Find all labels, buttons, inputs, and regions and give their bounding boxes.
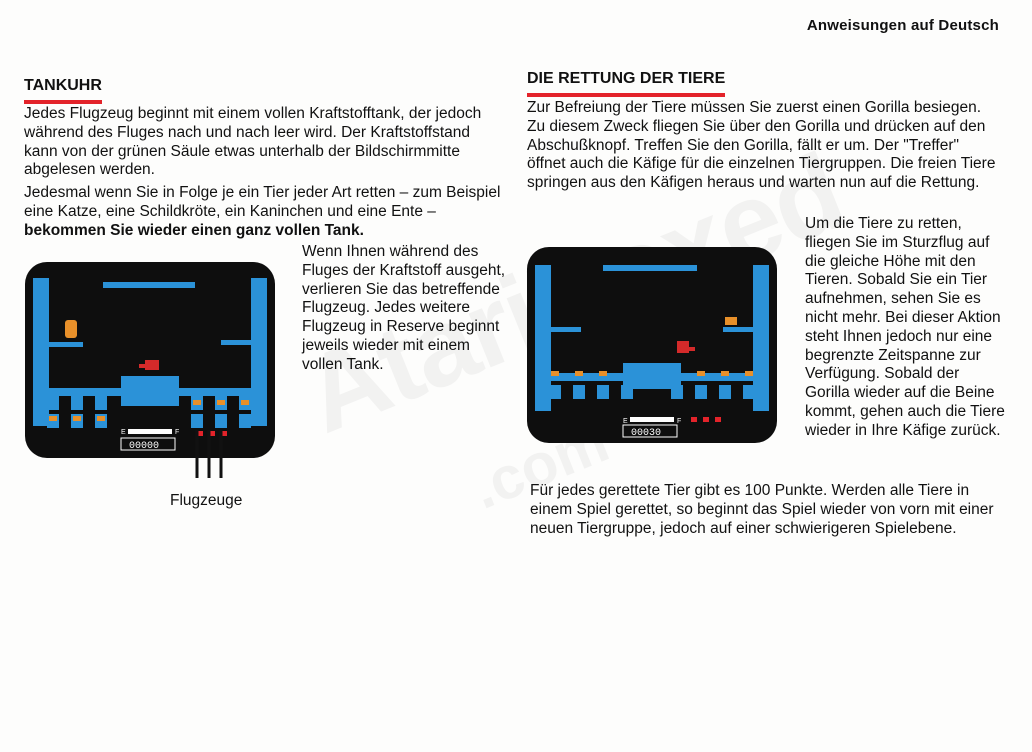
rettung-paragraph-1: Zur Befreiung der Tiere müssen Sie zuerst einen Gorilla besiegen. Zu diesem Zweck fliegen Sie über den Gorilla und drücken auf den Abschußknopf. Treffen Sie den Gorilla, fällt er um. Der "Treffer" öffnet auch die Käfige für die einzelnen Tiergruppen. Die freien Tiere springen aus den Käfigen heraus und warten nun auf die Rettung. [527, 99, 996, 192]
page-header-title: Anweisungen auf Deutsch [806, 17, 999, 34]
fuel-e-label: E [121, 429, 126, 436]
section-title-rettung: DIE RETTUNG DER TIERE [527, 70, 725, 97]
tankuhr-paragraph-2-bold: bekommen Sie wieder einen ganz vollen Tank. [24, 221, 364, 239]
rettung-paragraph-2: Um die Tiere zu retten, fliegen Sie im Sturzflug auf die gleiche Höhe mit den Tieren. Sobald Sie ein Tier aufnehmen, sehen Sie es nicht mehr. Bei dieser Aktion steht Ihnen jedoch nur eine begrenzte Zeitspanne zur Verfügung. Sobald der Gorilla wieder auf die Beine kommt, gehen auch die Tiere wieder in Ihre Käfige zurück. [805, 215, 1005, 439]
section-title-tankuhr: TANKUHR [24, 77, 102, 104]
tankuhr-paragraph-2 [24, 184, 504, 240]
fuel-e-label: E [623, 418, 628, 425]
tankuhr-paragraph-3: Wenn Ihnen während des Fluges der Kraftstoff ausgeht, verlieren Sie das betreffende Flugzeug. Jedes weitere Flugzeug in Reserve beginnt jeweils wieder mit einem vollen Tank. [302, 243, 506, 373]
tankuhr-paragraph-1: Jedes Flugzeug beginnt mit einem vollen Kraftstofftank, der jedoch während des Fluges nach und nach leer wird. Der Kraftstoffstand kann von der grünen Säule etwas unterhalb der Bildschirmmitte abgelesen werden. [24, 105, 482, 179]
score-display: 00030 [631, 428, 662, 439]
score-display: 00000 [129, 441, 160, 452]
fuel-f-label: F [677, 418, 682, 425]
tankuhr-paragraph-2-text: Jedesmal wenn Sie in Folge je ein Tier jeder Art retten – zum Beispiel eine Katze, eine Schildkröte, ein Kaninchen und eine Ente – [24, 184, 501, 220]
game-screenshot-rettung [527, 247, 777, 443]
rettung-paragraph-3: Für jedes gerettete Tier gibt es 100 Punkte. Werden alle Tiere in einem Spiel gerettet, so beginnt das Spiel wieder von vorn mit einer neuen Tiergruppe, jedoch auf einer schwierigeren Spielebene. [530, 482, 994, 537]
fuel-f-label: F [175, 429, 180, 436]
game-screenshot-tankuhr [25, 262, 275, 458]
caption-flugzeuge: Flugzeuge [170, 492, 243, 509]
plane-pointer-lines [188, 430, 238, 480]
